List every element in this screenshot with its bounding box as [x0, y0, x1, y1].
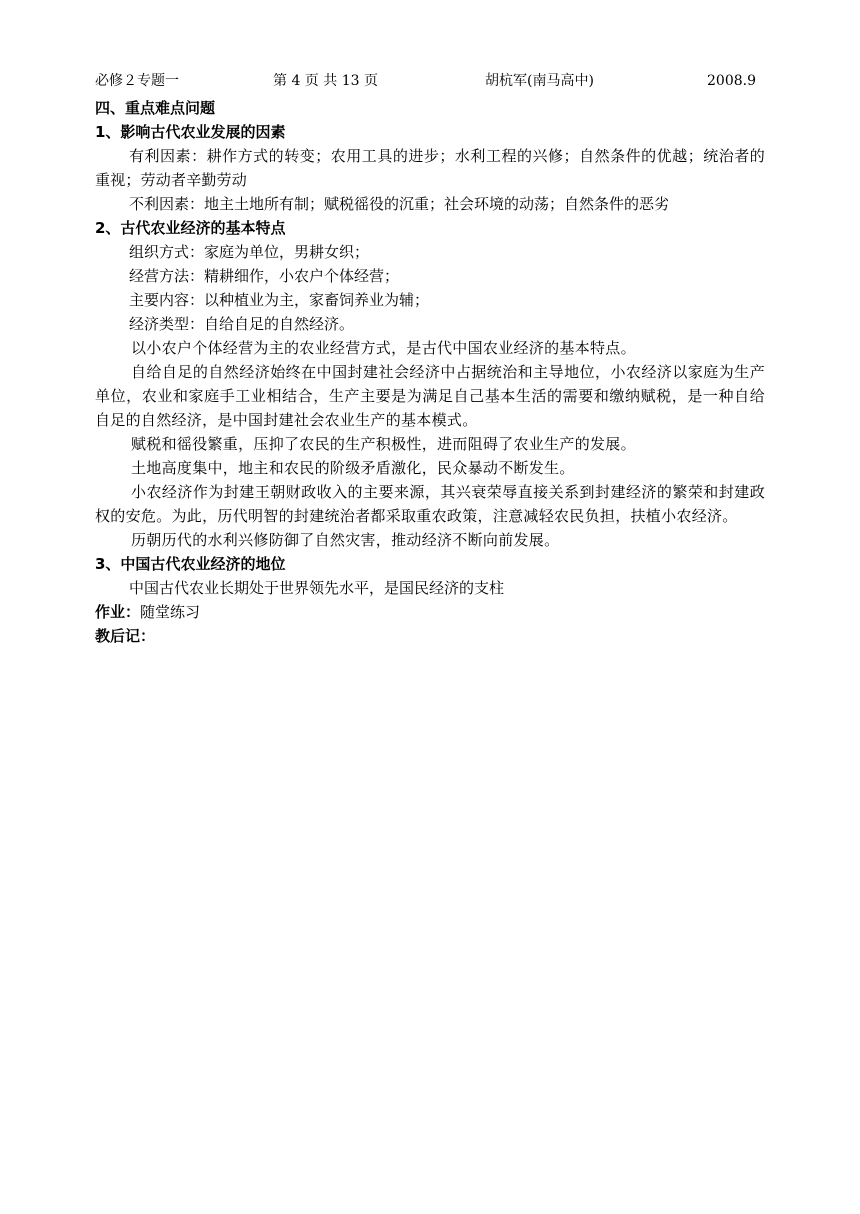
subsection-heading-1: 1、影响古代农业发展的因素: [95, 123, 286, 141]
feature-item: 主要内容：以种植业为主，家畜饲养业为辅；: [129, 291, 430, 309]
paragraph: 土地高度集中，地主和农民的阶级矛盾激化，民众暴动不断发生。: [131, 459, 575, 477]
header-author: 胡杭军(南马高中): [485, 73, 594, 89]
feature-item: 经济类型：自给自足的自然经济。: [129, 315, 355, 333]
paragraph: 赋税和徭役繁重，压抑了农民的生产积极性，进而阻碍了农业生产的发展。: [131, 435, 636, 453]
unfavorable-factors: 不利因素：地主土地所有制；赋税徭役的沉重；社会环境的动荡；自然条件的恶劣: [129, 195, 670, 213]
header-page-number: 第 4 页 共 13 页: [273, 73, 378, 89]
header-subject: 必修２专题一: [95, 73, 179, 89]
status-text: 中国古代农业长期处于世界领先水平，是国民经济的支柱: [129, 579, 505, 597]
subsection-heading-3: 3、中国古代农业经济的地位: [95, 555, 286, 573]
favorable-factors: 有利因素：耕作方式的转变；农用工具的进步；水利工程的兴修；自然条件的优越；统治者的重视；劳动者辛勤劳动: [95, 147, 765, 189]
homework-text: 随堂练习: [140, 603, 201, 621]
paragraph: 自给自足的自然经济始终在中国封建社会经济中占据统治和主导地位，小农经济以家庭为生产单位，农业和家庭手工业相结合，生产主要是为满足自己基本生活的需要和缴纳赋税，是一种自给自足的自然经济，是中国封建社会农业生产的基本模式。: [95, 363, 765, 429]
document-body: [95, 96, 765, 648]
homework-label: 作业：: [95, 603, 141, 621]
paragraph: 以小农户个体经营为主的农业经营方式，是古代中国农业经济的基本特点。: [131, 339, 636, 357]
paragraph: 历朝历代的水利兴修防御了自然灾害，推动经济不断向前发展。: [131, 531, 560, 549]
feature-item: 经营方法：精耕细作，小农户个体经营；: [129, 267, 400, 285]
afterword-label: 教后记：: [95, 627, 156, 645]
header-date: 2008.9: [707, 73, 756, 89]
feature-item: 组织方式：家庭为单位，男耕女织；: [129, 243, 370, 261]
section-heading: 四、重点难点问题: [95, 99, 216, 117]
subsection-heading-2: 2、古代农业经济的基本特点: [95, 219, 286, 237]
paragraph: 小农经济作为封建王朝财政收入的主要来源，其兴衰荣辱直接关系到封建经济的繁荣和封建政权的安危。为此，历代明智的封建统治者都采取重农政策，注意减轻农民负担，扶植小农经济。: [95, 483, 765, 525]
homework-line: [95, 600, 765, 624]
page-header: [95, 70, 765, 92]
